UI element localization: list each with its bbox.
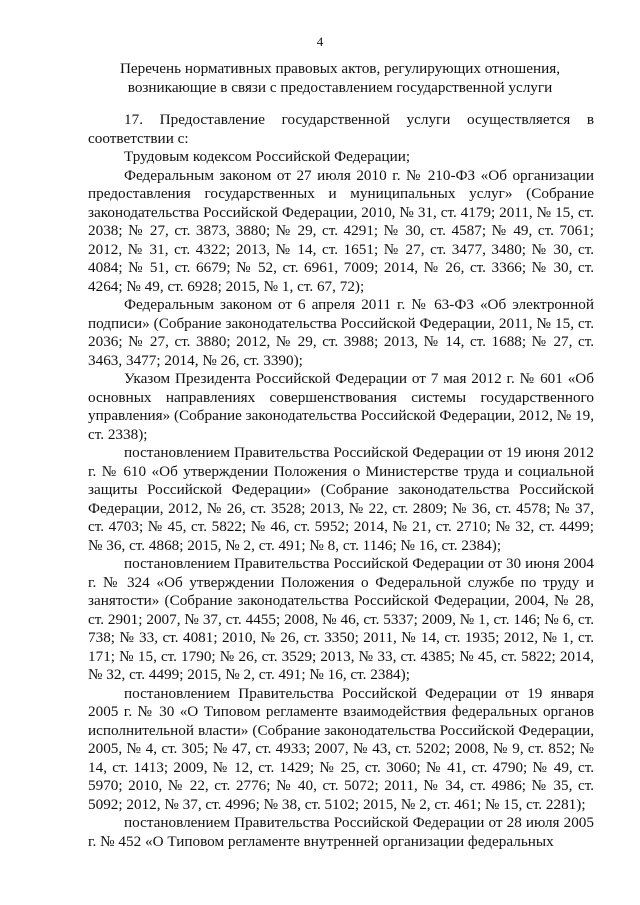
section-title-line-1: Перечень нормативных правовых актов, регулирующих отношения, (119, 60, 561, 77)
paragraph-law-210-fz: Федеральным законом от 27 июля 2010 г. № 210-ФЗ «Об организации предоставления государственных и муниципальных услуг» (Собрание законодательства Российской Федерации, 2010, № 31, ст. 4179; 2011, № 15, ст. 2038; № 27, ст. 3873, 3880; № 29, ст. 4291; № 30, ст. 4587; № 49, ст. 7061; 2012, № 31, ст. 4322; 2013, № 14, ст. 1651; № 27, ст. 3477, 3480; № 30, ст. 4084; № 51, ст. 6679; № 52, ст. 6961, 7009; 2014, № 26, ст. 3366; № 30, ст. 4264; № 49, ст. 6928; 2015, № 1, ст. 67, 72); (88, 166, 594, 295)
paragraph-law-63-fz: Федеральным законом от 6 апреля 2011 г. № 63-ФЗ «Об электронной подписи» (Собрание законодательства Российской Федерации, 2011, № 15, ст. 2036; № 27, ст. 3880; 2012, № 29, ст. 3988; 2013, № 14, ст. 1688; № 27, ст. 3463, 3477; 2014, № 26, ст. 3390); (88, 296, 594, 369)
paragraph-resolution-324: постановлением Правительства Российской Федерации от 30 июня 2004 г. № 324 «Об утверждении Положения о Федеральной службе по труду и занятости» (Собрание законодательства Российской Федерации, 2004, № 28, ст. 2901; 2007, № 37, ст. 4455; 2008, № 46, ст. 5337; 2009, № 1, ст. 146; № 6, ст. 738; № 33, ст. 4081; 2010, № 26, ст. 3350; 2011, № 14, ст. 1935; 2012, № 1, ст. 171; № 15, ст. 1790; № 26, ст. 3529; 2013, № 33, ст. 4385; № 45, ст. 5822; 2014, № 32, ст. 4499; 2015, № 2, ст. 491; № 16, ст. 2384); (88, 555, 594, 683)
section-title-line-2: возникающие в связи с предоставлением государственной услуги (127, 78, 553, 96)
paragraph-decree-601: Указом Президента Российской Федерации от 7 мая 2012 г. № 601 «Об основных направлениях совершенствования системы государственного управления» (Собрание законодательства Российской Федерации, 2012, № 19, ст. 2338); (88, 370, 594, 443)
paragraph-resolution-30: постановлением Правительства Российской Федерации от 19 января 2005 г. № 30 «О Типовом регламенте взаимодействия федеральных органов исполнительной власти» (Собрание законодательства Российской Федерации, 2005, № 4, ст. 305; № 47, ст. 4933; 2007, № 43, ст. 5202; 2008, № 9, ст. 852; № 14, ст. 1413; 2009, № 12, ст. 1429; № 25, ст. 3060; № 41, ст. 4790; № 49, ст. 5970; 2010, № 22, ст. 2776; № 40, ст. 5072; 2011, № 34, ст. 4986; № 35, ст. 5092; 2012, № 37, ст. 4996; № 38, ст. 5102; 2015, № 2, ст. 461; № 15, ст. 2281); (88, 684, 594, 813)
paragraph-labor-code: Трудовым кодексом Российской Федерации; (124, 148, 411, 165)
paragraph-resolution-610: постановлением Правительства Российской Федерации от 19 июня 2012 г. № 610 «Об утверждении Положения о Министерстве труда и социальной защиты Российской Федерации» (Собрание законодательства Российской Федерации, 2012, № 26, ст. 3528; 2013, № 22, ст. 2809; № 36, ст. 4578; № 37, ст. 4703; № 45, ст. 5822; № 46, ст. 5952; 2014, № 21, ст. 2710; № 32, ст. 4499; № 36, ст. 4868; 2015, № 2, ст. 491; № 8, ст. 1146; № 16, ст. 2384); (88, 444, 594, 554)
paragraph-resolution-452: постановлением Правительства Российской Федерации от 28 июля 2005 г. № 452 «О Типовом регламенте внутренней организации федеральных (88, 814, 594, 850)
paragraph-clause-17: 17. Предоставление государственной услуги осуществляется в соответствии с: (88, 111, 594, 147)
document-body (88, 111, 594, 851)
page-number: 4 (316, 34, 324, 49)
section-title (90, 60, 590, 97)
